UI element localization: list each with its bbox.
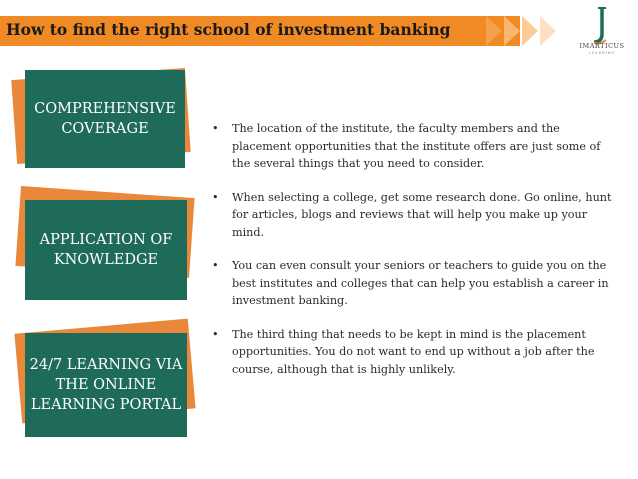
card-box [25,333,187,437]
bullet-dot: • [212,190,219,204]
card-label: APPLICATION OF KNOWLEDGE [39,232,173,268]
bullet-item [210,326,620,379]
imarticus-logo [576,4,628,66]
bullet-item [210,120,620,173]
logo-wordmark: IMARTICUS [579,42,625,50]
bullet-text: The third thing that needs to be kept in mind is the placement opportunities. You do not want to end up without a job after the course, although that is highly unlikely. [232,327,595,376]
bullet-text: The location of the institute, the faculty members and the placement opportunities that the institute offers are just some of the several things that you need to consider. [232,122,601,170]
chevron-decoration [540,16,556,46]
bullet-list [210,120,620,394]
bullet-dot: • [212,327,219,341]
card-label: 24/7 LEARNING VIA THE ONLINE LEARNING PORTAL [29,357,183,413]
card-box [25,200,187,300]
chevron-decoration [522,16,538,46]
bullet-text: When selecting a college, get some research done. Go online, hunt for articles, blogs and reviews that will help you make up your mind. [232,190,612,239]
bullet-dot: • [212,259,219,272]
bullet-dot: • [212,122,219,135]
slide-title: How to find the right school of investment banking [6,20,451,39]
card-label: COMPREHENSIVE COVERAGE [34,101,176,137]
bullet-item [210,189,620,242]
card-box [25,70,185,168]
chevron-decoration [486,16,502,46]
bullet-text: You can even consult your seniors or teachers to guide you on the best institutes and colleges that can help you establish a career in investment banking. [232,259,609,307]
logo-tagline: LEARNING [589,51,615,55]
bullet-item [210,257,620,310]
chevron-decoration [504,16,520,46]
